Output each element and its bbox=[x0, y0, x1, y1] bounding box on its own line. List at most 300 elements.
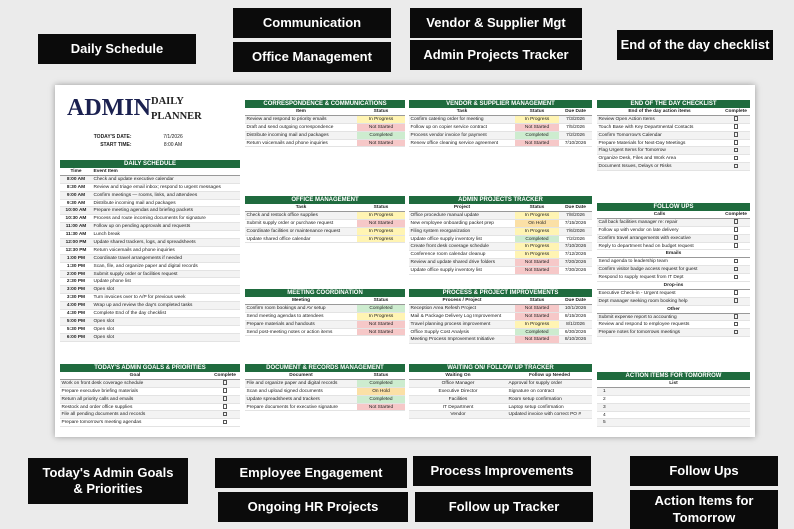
date-value[interactable]: 7/1/2026 bbox=[163, 134, 183, 140]
schedule-event[interactable]: Open slot bbox=[93, 318, 115, 324]
correspondence-row bbox=[245, 124, 405, 132]
label-communication: Communication bbox=[233, 8, 391, 38]
daily-schedule bbox=[60, 160, 240, 342]
start-value[interactable]: 8:00 AM bbox=[163, 142, 183, 148]
schedule-event[interactable]: Turn invoices over to A/P for previous week bbox=[93, 295, 186, 301]
checkbox[interactable] bbox=[223, 396, 228, 401]
schedule-event[interactable]: Open slot bbox=[93, 334, 115, 340]
eod-row bbox=[597, 163, 750, 171]
checkbox[interactable] bbox=[223, 388, 228, 393]
status-cell[interactable]: In Progress bbox=[515, 228, 559, 235]
schedule-event[interactable]: Review and triage email inbox; respond to urgent messages bbox=[93, 184, 221, 190]
checkbox-cell[interactable] bbox=[722, 147, 750, 154]
waiting-on[interactable]: Vendor bbox=[450, 412, 466, 418]
process-row bbox=[409, 329, 592, 337]
due-date[interactable]: 8/1/2026 bbox=[566, 321, 585, 327]
process-item[interactable]: Reception Area Refesh Project bbox=[410, 305, 477, 311]
col-project: Project bbox=[453, 205, 471, 210]
vendor-item[interactable]: Follow up on copier service contract bbox=[410, 124, 488, 130]
schedule-row bbox=[60, 239, 240, 247]
goal-text[interactable]: Prepare tomorrow's meeting agendas bbox=[61, 420, 142, 426]
followup-item[interactable]: Respond to supply request from IT Dept bbox=[598, 275, 684, 281]
schedule-event[interactable]: Lunch break bbox=[93, 232, 120, 238]
vendor-item[interactable]: Process vendor invoice for payment bbox=[410, 132, 487, 138]
checkbox-cell[interactable] bbox=[722, 266, 750, 273]
eod-item[interactable]: Organize Desk, Files and Work Area bbox=[598, 156, 676, 162]
schedule-row bbox=[60, 192, 240, 200]
schedule-event[interactable]: Complete End of the day checklist bbox=[93, 311, 167, 317]
vendor-row bbox=[409, 124, 592, 132]
projects-item[interactable]: Update office supply inventory list bbox=[410, 236, 482, 242]
eod-item[interactable]: Flag Urgent Items for Tomorrow bbox=[598, 148, 666, 154]
checkbox[interactable] bbox=[734, 227, 739, 232]
schedule-time: 1:00 PM bbox=[66, 255, 86, 261]
label-daily-schedule: Daily Schedule bbox=[38, 34, 196, 64]
schedule-time: 9:00 AM bbox=[66, 192, 86, 198]
schedule-event[interactable]: Coordinate travel arrangements if needed bbox=[93, 255, 183, 261]
checkbox-cell[interactable] bbox=[722, 314, 750, 321]
records-row bbox=[245, 396, 405, 404]
office-row bbox=[245, 212, 405, 220]
goal-text[interactable]: Prepare executive briefing materials bbox=[61, 388, 139, 394]
col-waiting-on: Waiting On bbox=[445, 373, 471, 378]
checkbox-cell[interactable] bbox=[210, 404, 240, 411]
checkbox[interactable] bbox=[734, 132, 739, 137]
projects-section bbox=[409, 196, 592, 275]
status-cell[interactable]: Not Started bbox=[515, 259, 559, 266]
col-list: List bbox=[669, 381, 678, 386]
office-item[interactable]: Update shared office calendar bbox=[246, 236, 311, 242]
status-cell[interactable]: In Progress bbox=[357, 236, 405, 243]
status-cell[interactable]: Not Started bbox=[357, 329, 405, 336]
checkbox[interactable] bbox=[223, 380, 228, 385]
status-cell[interactable]: Not Started bbox=[357, 140, 405, 147]
action-number[interactable]: 1 bbox=[603, 388, 606, 394]
followup-item[interactable]: Confirm travel arrangements with executive bbox=[598, 235, 691, 241]
eod-item[interactable]: Prepare Materials for Next-Day Meetings bbox=[598, 140, 686, 146]
schedule-header: DAILY SCHEDULE bbox=[60, 160, 240, 168]
action-number[interactable]: 2 bbox=[603, 396, 606, 402]
schedule-row bbox=[60, 278, 240, 286]
checkbox[interactable] bbox=[734, 298, 739, 303]
schedule-time: 10:30 AM bbox=[65, 216, 87, 222]
eod-item[interactable]: Touch Base with Key Departmental Contacts bbox=[598, 124, 694, 130]
schedule-event[interactable]: Scan, file, and organize paper and digital records bbox=[93, 263, 198, 269]
schedule-time: 9:30 AM bbox=[66, 200, 86, 206]
checkbox[interactable] bbox=[734, 156, 739, 161]
action-number[interactable]: 5 bbox=[603, 420, 606, 426]
schedule-event[interactable]: Prepare meeting agendas and briefing packets bbox=[93, 208, 193, 214]
checkbox[interactable] bbox=[734, 330, 739, 335]
followup-item[interactable]: Review and respond to employee requests bbox=[598, 322, 690, 328]
due-date[interactable]: 7/12/2026 bbox=[564, 252, 587, 258]
status-cell[interactable]: Not Started bbox=[515, 305, 559, 312]
status-cell[interactable]: Not Started bbox=[515, 336, 559, 343]
due-date[interactable]: 7/10/2026 bbox=[564, 244, 587, 250]
projects-row bbox=[409, 236, 592, 244]
checkbox[interactable] bbox=[223, 420, 228, 425]
office-item[interactable]: Submit supply order or purchase request bbox=[246, 220, 334, 226]
checkbox[interactable] bbox=[734, 219, 739, 224]
status-cell[interactable]: Not Started bbox=[515, 140, 559, 147]
goal-text[interactable]: File all pending documents and records bbox=[61, 412, 146, 418]
due-date[interactable]: 7/5/2026 bbox=[566, 124, 585, 130]
schedule-event[interactable]: Distribute incoming mail and packages bbox=[93, 200, 176, 206]
projects-row bbox=[409, 259, 592, 267]
records-row bbox=[245, 404, 405, 412]
col-status: Status bbox=[373, 298, 389, 303]
meeting-row bbox=[245, 329, 405, 337]
schedule-time: 11:00 AM bbox=[65, 224, 87, 230]
followup-row bbox=[597, 290, 750, 298]
goals-section bbox=[60, 364, 240, 427]
due-date[interactable]: 10/1/2026 bbox=[564, 305, 587, 311]
follow-up-needed[interactable]: Approval for supply order bbox=[508, 380, 563, 386]
action-section bbox=[597, 372, 750, 427]
status-cell[interactable]: Completed bbox=[515, 236, 559, 243]
projects-row bbox=[409, 243, 592, 251]
label-vendor: Vendor & Supplier Mgt bbox=[410, 8, 582, 38]
status-cell[interactable]: Not Started bbox=[515, 124, 559, 131]
col-meeting: Meeting bbox=[291, 298, 311, 303]
label-engagement: Employee Engagement bbox=[215, 458, 407, 488]
followup-item[interactable]: Reply to department head on budget request bbox=[598, 243, 694, 249]
process-row bbox=[409, 313, 592, 321]
waiting-header: WAITING ON/ FOLLOW UP TRACKER bbox=[409, 364, 592, 372]
projects-row bbox=[409, 228, 592, 236]
office-item[interactable]: Coordinate facilities or maintenance request bbox=[246, 228, 341, 234]
checkbox-cell[interactable] bbox=[722, 132, 750, 139]
schedule-row bbox=[60, 326, 240, 334]
due-date[interactable]: 7/20/2026 bbox=[564, 260, 587, 266]
col-eod-item: End of the day action items bbox=[628, 109, 691, 114]
vendor-item[interactable]: Confirm catering order for meeting bbox=[410, 116, 484, 122]
correspondence-item[interactable]: Review and respond to priority emails bbox=[246, 116, 327, 122]
vendor-row bbox=[409, 116, 592, 124]
checkbox-cell[interactable] bbox=[722, 140, 750, 147]
status-cell[interactable]: Completed bbox=[357, 380, 405, 387]
due-date[interactable]: 7/30/2026 bbox=[564, 268, 587, 274]
follow-up-needed[interactable]: Laptop setup confirmation bbox=[508, 404, 564, 410]
checkbox-cell[interactable] bbox=[722, 124, 750, 131]
checkbox-cell[interactable] bbox=[722, 219, 750, 226]
goal-row bbox=[60, 411, 240, 419]
due-date[interactable]: 7/3/2026 bbox=[566, 116, 585, 122]
subheader-dropins: Drop-ins bbox=[663, 283, 684, 289]
office-item[interactable]: Check and restock office supplies bbox=[246, 212, 318, 218]
schedule-event[interactable]: Update phone list bbox=[93, 279, 131, 285]
schedule-row bbox=[60, 294, 240, 302]
checkbox[interactable] bbox=[734, 124, 739, 129]
schedule-row bbox=[60, 318, 240, 326]
checkbox-cell[interactable] bbox=[210, 411, 240, 418]
records-header: DOCUMENT & RECORDS MANAGEMENT bbox=[245, 364, 405, 372]
checkbox[interactable] bbox=[734, 275, 739, 280]
checkbox-cell[interactable] bbox=[722, 235, 750, 242]
schedule-time: 12:00 PM bbox=[65, 240, 87, 246]
projects-row bbox=[409, 267, 592, 275]
eod-item[interactable]: Confirm Tomorrow's Calendar bbox=[598, 132, 662, 138]
schedule-row bbox=[60, 215, 240, 223]
schedule-event[interactable]: Submit supply order or facilities request bbox=[93, 271, 178, 277]
checkbox-cell[interactable] bbox=[210, 380, 240, 387]
records-item[interactable]: Scan and upload signed documents bbox=[246, 388, 323, 394]
schedule-event[interactable]: Check and update executive calendar bbox=[93, 176, 174, 182]
status-cell[interactable]: Not Started bbox=[515, 267, 559, 274]
label-followups: Follow Ups bbox=[630, 456, 778, 486]
date-label: TODAY'S DATE: bbox=[93, 134, 132, 140]
checkbox-cell[interactable] bbox=[722, 321, 750, 328]
status-cell[interactable]: Completed bbox=[357, 132, 405, 139]
col-item: Item bbox=[296, 109, 306, 114]
followups-section bbox=[597, 203, 750, 337]
projects-item[interactable]: Office procedure manual update bbox=[410, 212, 479, 218]
action-row bbox=[597, 404, 750, 412]
checkbox-cell[interactable] bbox=[722, 116, 750, 123]
checkbox-cell[interactable] bbox=[722, 227, 750, 234]
action-number[interactable]: 4 bbox=[603, 412, 606, 418]
col-complete: Complete bbox=[214, 373, 236, 378]
vendor-row bbox=[409, 132, 592, 140]
action-header: ACTION ITEMS FOR TOMORROW bbox=[597, 372, 750, 380]
col-task: Task bbox=[456, 109, 468, 114]
checkbox[interactable] bbox=[734, 116, 739, 121]
due-date[interactable]: 8/10/2026 bbox=[564, 337, 587, 343]
schedule-event[interactable]: Return voicemails and phone inquiries bbox=[93, 247, 175, 253]
checkbox-cell[interactable] bbox=[722, 155, 750, 162]
office-row bbox=[245, 236, 405, 244]
meeting-row bbox=[245, 313, 405, 321]
meeting-item[interactable]: Prepare materials and handouts bbox=[246, 321, 315, 327]
schedule-event[interactable]: Process and route incoming documents for signature bbox=[93, 216, 206, 222]
waiting-on[interactable]: Executive Director bbox=[438, 388, 478, 394]
checkbox[interactable] bbox=[734, 290, 739, 295]
checkbox[interactable] bbox=[734, 314, 739, 319]
schedule-row bbox=[60, 310, 240, 318]
follow-up-needed[interactable]: Room setup confirmation bbox=[508, 396, 562, 402]
eod-header: END OF THE DAY CHECKLIST bbox=[597, 100, 750, 108]
status-cell[interactable]: In Progress bbox=[515, 243, 559, 250]
checkbox-cell[interactable] bbox=[722, 290, 750, 297]
due-date[interactable]: 7/2/2026 bbox=[566, 132, 585, 138]
checkbox[interactable] bbox=[734, 235, 739, 240]
checkbox-cell[interactable] bbox=[210, 388, 240, 395]
correspondence-item[interactable]: Return voicemails and phone inquiries bbox=[246, 140, 328, 146]
vendor-row bbox=[409, 140, 592, 148]
checkbox[interactable] bbox=[734, 164, 739, 169]
due-date[interactable]: 7/6/2026 bbox=[566, 228, 585, 234]
followup-row bbox=[597, 298, 750, 306]
records-item[interactable]: Update spreadsheets and trackers bbox=[246, 396, 320, 402]
followup-item[interactable]: Send agenda to leadership team bbox=[598, 259, 668, 265]
status-cell[interactable]: Not Started bbox=[357, 321, 405, 328]
checkbox[interactable] bbox=[734, 140, 739, 145]
projects-item[interactable]: New employee onboarding packet prep bbox=[410, 220, 494, 226]
correspondence-row bbox=[245, 140, 405, 148]
checkbox[interactable] bbox=[223, 412, 228, 417]
records-item[interactable]: Prepare documents for executive signature bbox=[246, 404, 338, 410]
followup-row bbox=[597, 258, 750, 266]
due-date[interactable]: 7/15/2026 bbox=[564, 220, 587, 226]
schedule-row bbox=[60, 255, 240, 263]
checkbox-cell[interactable] bbox=[722, 329, 750, 336]
goal-text[interactable]: Work on front desk coverage schedule bbox=[61, 380, 144, 386]
followups-header: FOLLOW UPS bbox=[597, 203, 750, 211]
goal-text[interactable]: Restock and order office supplies bbox=[61, 404, 133, 410]
checkbox-cell[interactable] bbox=[722, 274, 750, 281]
records-row bbox=[245, 388, 405, 396]
projects-item[interactable]: Update office supply inventory list bbox=[410, 268, 482, 274]
checkbox-cell[interactable] bbox=[722, 258, 750, 265]
followup-item[interactable]: Executive Check-in - Urgent request bbox=[598, 290, 676, 296]
projects-item[interactable]: Filing system reorganization bbox=[410, 228, 471, 234]
schedule-row bbox=[60, 176, 240, 184]
status-cell[interactable]: In Progress bbox=[357, 228, 405, 235]
checkbox-cell[interactable] bbox=[210, 396, 240, 403]
schedule-time: 5:30 PM bbox=[66, 326, 86, 332]
followup-row bbox=[597, 243, 750, 251]
process-item[interactable]: Mail & Package Delivery Log Improvement bbox=[410, 313, 502, 319]
status-cell[interactable]: In Progress bbox=[515, 321, 559, 328]
checkbox-cell[interactable] bbox=[722, 298, 750, 305]
followup-item[interactable]: Dept manager seeking room booking help bbox=[598, 298, 688, 304]
vendor-item[interactable]: Renew office cleaning service agreement bbox=[410, 140, 499, 146]
label-process: Process Improvements bbox=[413, 456, 591, 486]
waiting-on[interactable]: Office Manager bbox=[441, 380, 475, 386]
due-date[interactable]: 7/2/2026 bbox=[566, 236, 585, 242]
meeting-item[interactable]: Send meeting agendas to attendees bbox=[246, 313, 324, 319]
schedule-event[interactable]: Confirm meetings — rooms, links, and attendees bbox=[93, 192, 198, 198]
correspondence-item[interactable]: Draft and send outgoing correspondence bbox=[246, 124, 334, 130]
checkbox[interactable] bbox=[223, 404, 228, 409]
status-cell[interactable]: Not Started bbox=[357, 404, 405, 411]
action-number[interactable]: 3 bbox=[603, 404, 606, 410]
col-status: Status bbox=[529, 205, 545, 210]
due-date[interactable]: 7/8/2026 bbox=[566, 212, 585, 218]
waiting-on[interactable]: IT Department bbox=[442, 404, 474, 410]
followup-subheader bbox=[597, 306, 750, 314]
status-cell[interactable]: In Progress bbox=[357, 116, 405, 123]
followup-item[interactable]: Confirm visitor badge access request for guest bbox=[598, 267, 698, 273]
schedule-row bbox=[60, 263, 240, 271]
checkbox[interactable] bbox=[734, 267, 739, 272]
status-cell[interactable]: On Hold bbox=[515, 220, 559, 227]
label-office-management: Office Management bbox=[233, 42, 391, 72]
checkbox[interactable] bbox=[734, 148, 739, 153]
schedule-time: 8:00 AM bbox=[66, 176, 86, 182]
eod-row bbox=[597, 155, 750, 163]
schedule-event[interactable]: Wrap up and review the day's completed tasks bbox=[93, 303, 193, 309]
followup-row bbox=[597, 266, 750, 274]
schedule-time: 2:00 PM bbox=[66, 271, 86, 277]
schedule-event[interactable]: Update shared trackers, logs, and spreadsheets bbox=[93, 240, 196, 246]
schedule-time: 3:00 PM bbox=[66, 287, 86, 293]
checkbox-cell[interactable] bbox=[722, 163, 750, 170]
goal-row bbox=[60, 388, 240, 396]
eod-item[interactable]: Document Issues, Delays or Risks bbox=[598, 164, 672, 170]
follow-up-needed[interactable]: Signature on contract bbox=[508, 388, 555, 394]
schedule-time: 5:00 PM bbox=[66, 318, 86, 324]
office-header: OFFICE MANAGEMENT bbox=[245, 196, 405, 204]
checkbox-cell[interactable] bbox=[210, 419, 240, 426]
goal-row bbox=[60, 404, 240, 412]
followup-row bbox=[597, 219, 750, 227]
due-date[interactable]: 6/30/2026 bbox=[564, 329, 587, 335]
status-cell[interactable]: Not Started bbox=[357, 220, 405, 227]
followup-item[interactable]: Prepare notes for tomorrows meetings bbox=[598, 330, 681, 336]
col-task: Task bbox=[295, 205, 307, 210]
checkbox-cell[interactable] bbox=[722, 243, 750, 250]
status-cell[interactable]: In Progress bbox=[515, 251, 559, 258]
status-cell[interactable]: Not Started bbox=[357, 124, 405, 131]
goal-text[interactable]: Return all priority calls and emails bbox=[61, 396, 134, 402]
col-calls: Calls bbox=[653, 212, 666, 217]
schedule-event[interactable]: Follow up on pending approvals and requests bbox=[93, 224, 191, 230]
due-date[interactable]: 7/10/2026 bbox=[564, 140, 587, 146]
status-cell[interactable]: On Hold bbox=[357, 388, 405, 395]
meeting-item[interactable]: Confirm room bookings and AV setup bbox=[246, 305, 326, 311]
status-cell[interactable]: Completed bbox=[357, 305, 405, 312]
correspondence-section bbox=[245, 100, 405, 147]
status-cell[interactable]: In Progress bbox=[357, 313, 405, 320]
waiting-on[interactable]: Facilities bbox=[448, 396, 468, 402]
process-item[interactable]: Travel planning process improvement bbox=[410, 321, 491, 327]
checkbox[interactable] bbox=[734, 243, 739, 248]
process-item[interactable]: Office Supply Cost Analysis bbox=[410, 329, 470, 335]
subheader-emails: Emails bbox=[665, 251, 682, 257]
col-status: Status bbox=[529, 109, 545, 114]
col-status: Status bbox=[373, 373, 389, 378]
checkbox[interactable] bbox=[734, 259, 739, 264]
schedule-event[interactable]: Open slot bbox=[93, 287, 115, 293]
status-cell[interactable]: Completed bbox=[515, 132, 559, 139]
status-cell[interactable]: In Progress bbox=[515, 116, 559, 123]
schedule-time: 2:30 PM bbox=[66, 279, 86, 285]
status-cell[interactable]: Completed bbox=[515, 329, 559, 336]
followup-item[interactable]: Follow up with vendor on late delivery bbox=[598, 227, 679, 233]
label-admin-projects: Admin Projects Tracker bbox=[410, 40, 582, 70]
waiting-row bbox=[409, 380, 592, 388]
checkbox[interactable] bbox=[734, 322, 739, 327]
status-cell[interactable]: In Progress bbox=[515, 212, 559, 219]
meeting-item[interactable]: Send post-meeting notes or action items bbox=[246, 329, 333, 335]
schedule-event[interactable]: Open slot bbox=[93, 326, 115, 332]
followup-item[interactable]: Call back facilities manager re: repair bbox=[598, 219, 678, 225]
col-event: Event Item bbox=[93, 169, 118, 174]
process-item[interactable]: Meeting Process Improvement Initiative bbox=[410, 337, 495, 343]
projects-item[interactable]: Review and update shared drive folders bbox=[410, 260, 496, 266]
label-goals: Today's Admin Goals & Priorities bbox=[28, 458, 188, 504]
status-cell[interactable]: Completed bbox=[357, 396, 405, 403]
records-item[interactable]: File and organize paper and digital records bbox=[246, 380, 338, 386]
due-date[interactable]: 8/15/2026 bbox=[564, 313, 587, 319]
vendor-header: VENDOR & SUPPLIER MANAGEMENT bbox=[409, 100, 592, 108]
schedule-row bbox=[60, 184, 240, 192]
projects-item[interactable]: Conference room calendar cleanup bbox=[410, 252, 486, 258]
follow-up-needed[interactable]: Updated invoice with correct PO # bbox=[508, 412, 582, 418]
waiting-row bbox=[409, 396, 592, 404]
correspondence-item[interactable]: Distribute incoming mail and packages bbox=[246, 132, 329, 138]
status-cell[interactable]: Not Started bbox=[515, 313, 559, 320]
meeting-section bbox=[245, 289, 405, 336]
followup-item[interactable]: Submit expense report to accounting bbox=[598, 314, 677, 320]
projects-header: ADMIN PROJECTS TRACKER bbox=[409, 196, 592, 204]
projects-item[interactable]: Create front desk coverage schedule bbox=[410, 244, 489, 250]
eod-item[interactable]: Review Open Action Items bbox=[598, 116, 655, 122]
correspondence-row bbox=[245, 132, 405, 140]
eod-section bbox=[597, 100, 750, 171]
status-cell[interactable]: In Progress bbox=[357, 212, 405, 219]
